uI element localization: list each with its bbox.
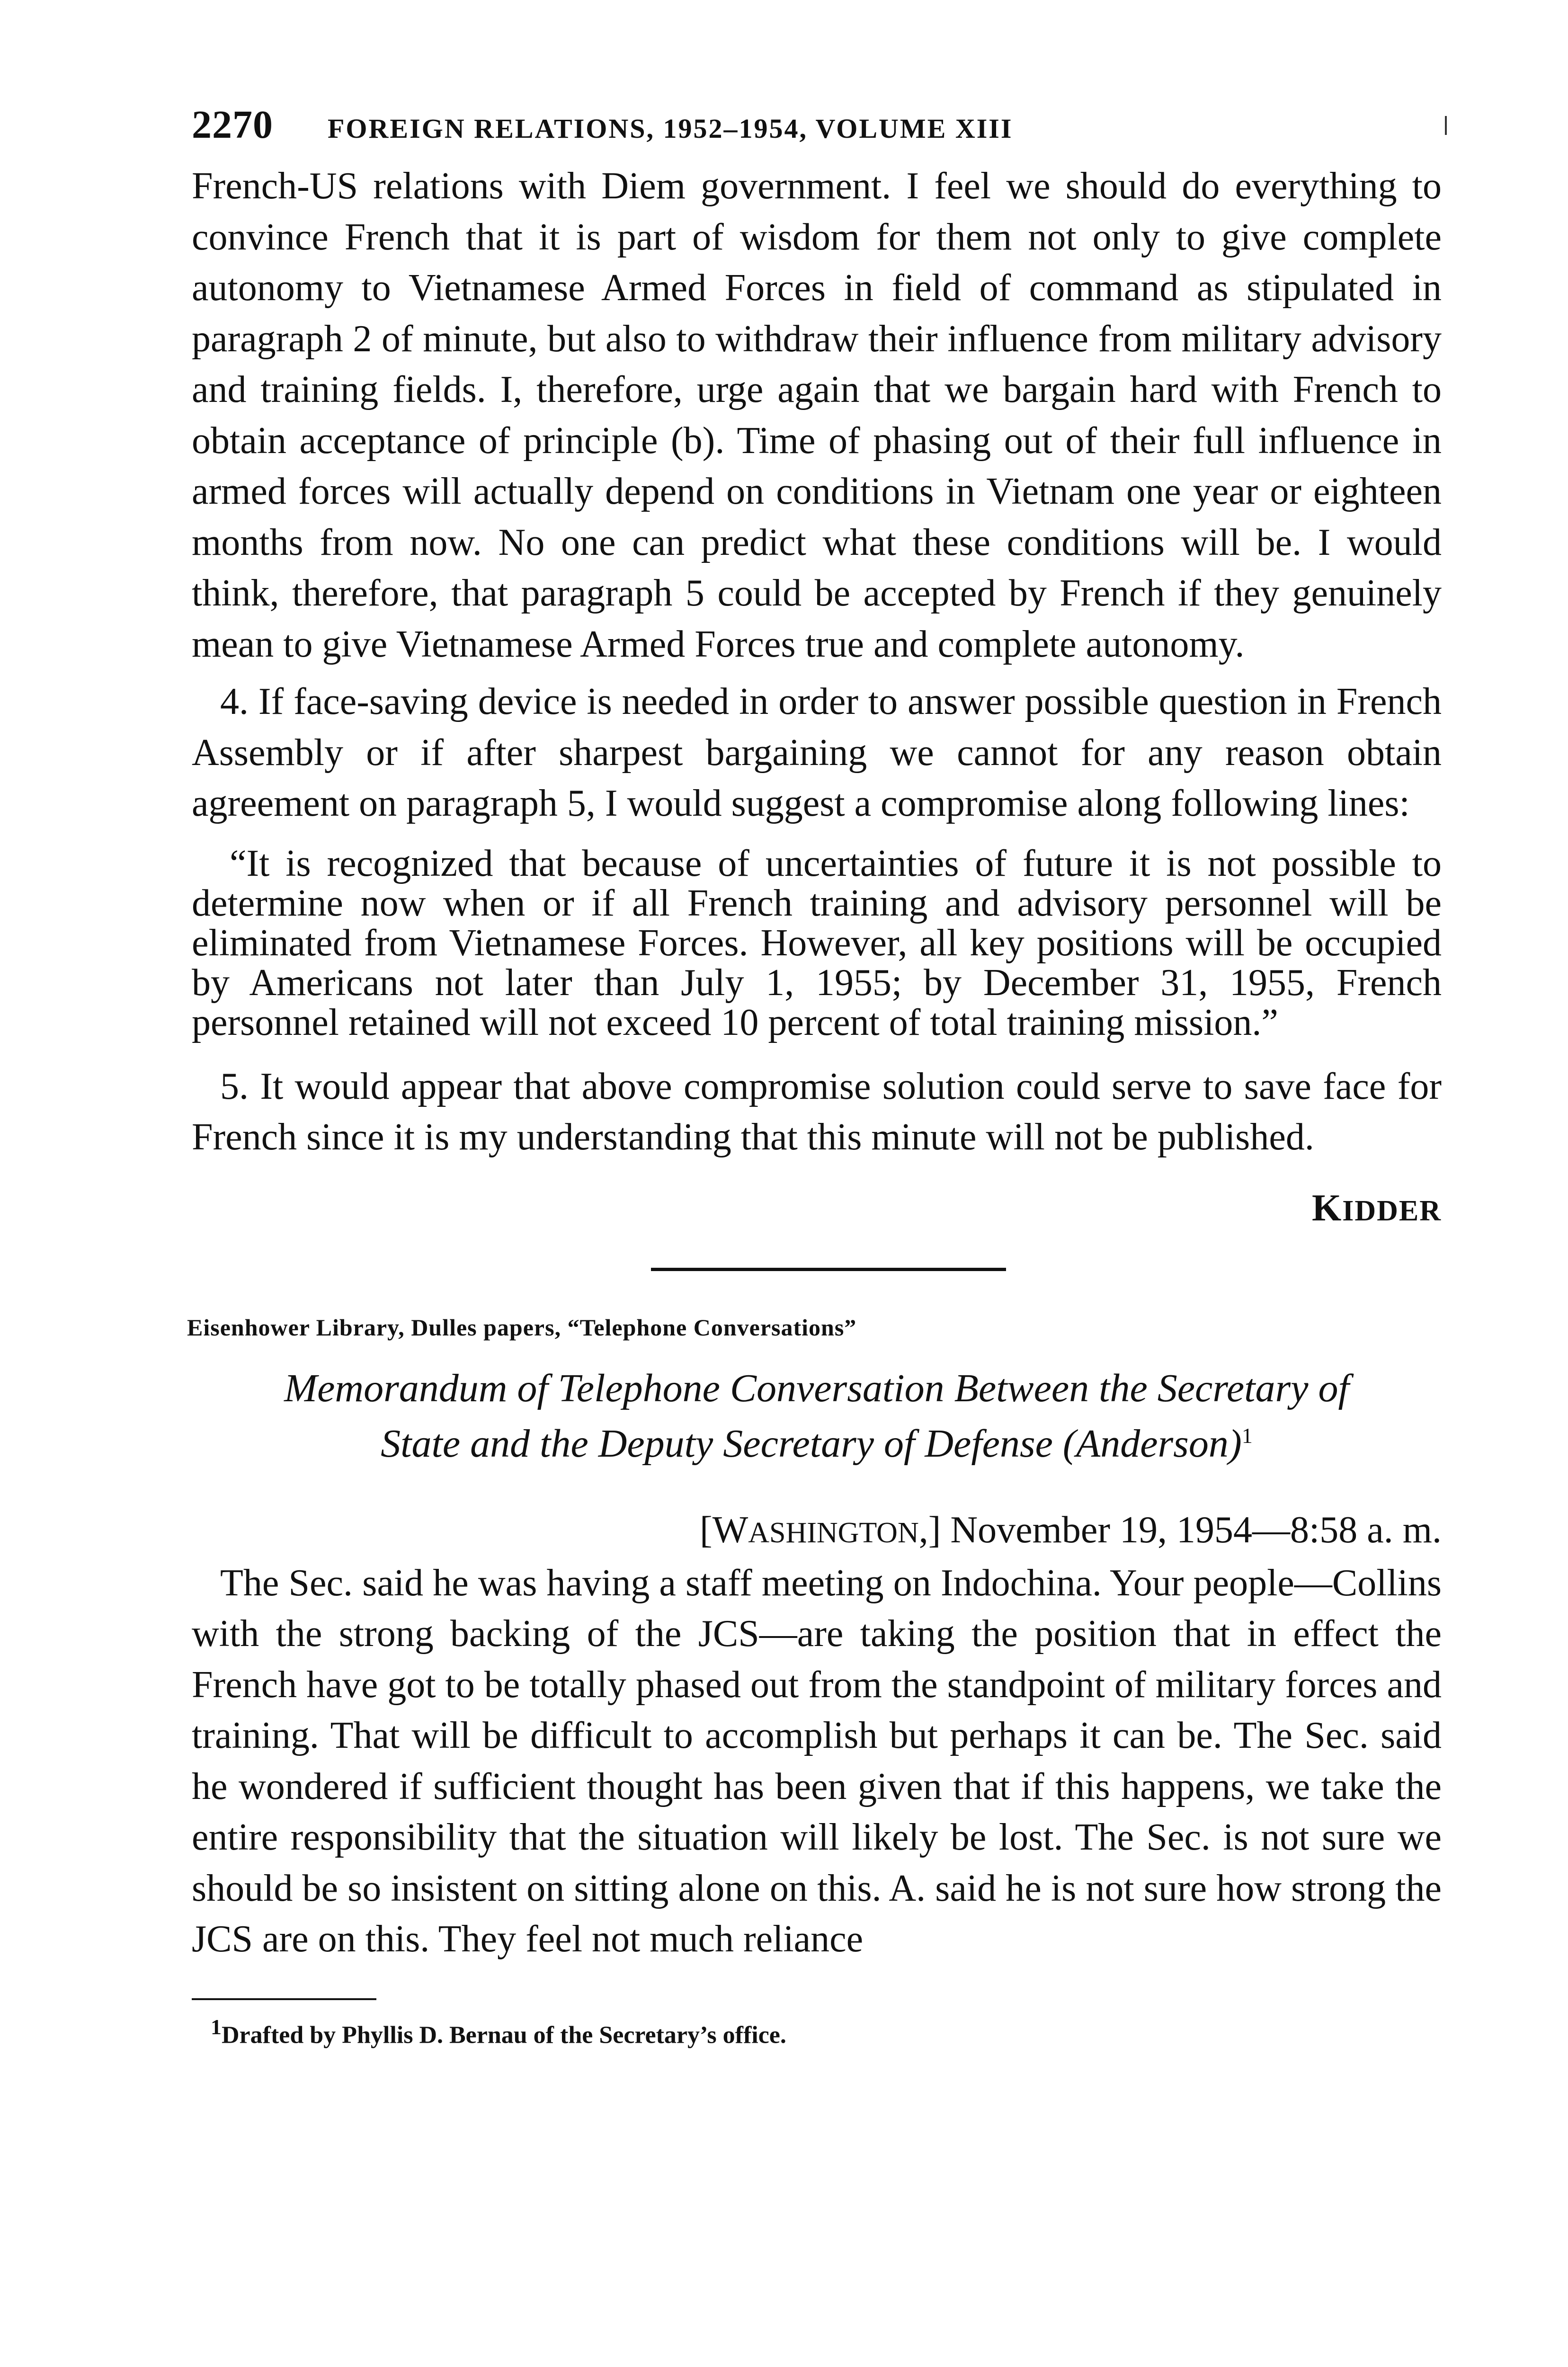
body-paragraph-continued: French-US relations with Diem government. I feel we should do everything to convince French that it is part of wisdom for them not only to give complete autonomy to Vietnamese Armed Forces in field of command as stipulated in paragraph 2 of minute, but also to withdraw their influence from military advisory and training fields. I, therefore, urge again that we bargain hard with French to obtain acceptance of principle (b). Time of phasing out of their full influence in armed forces will actually depend on conditions in Vietnam one year or eighteen months from now. No one can predict what these conditions will be. I would think, therefore, that paragraph 5 could be accepted by French if they genuinely mean to give Vietnamese Armed Forces true and complete autonomy. [192, 165, 1442, 665]
footnote-marker: 1 [211, 2014, 222, 2039]
section-divider [651, 1268, 1006, 1271]
scan-mark [1445, 116, 1447, 135]
document-title-line-1: Memorandum of Telephone Conversation Between the Secretary of [284, 1366, 1349, 1410]
footnote-text: Drafted by Phyllis D. Bernau of the Secretary’s office. [222, 2021, 786, 2048]
page-number: 2270 [192, 103, 273, 147]
dateline-close: ,] [918, 1509, 941, 1551]
page [187, 102, 1442, 2049]
dateline-date: November 19, 1954—8:58 a. m. [950, 1509, 1442, 1551]
signature [192, 1187, 1442, 1230]
document-title-line-2 [192, 1412, 1442, 1468]
dateline-place-initial: W [712, 1509, 748, 1551]
block-quote: “It is recognized that because of uncertainties of future it is not possible to determine now when or if all French training and advisory personnel will be eliminated from Vietnamese Forces. However, all key positions will be occupied by Americans not later than July 1, 1955; by December 31, 1955, French personnel retained will not exceed 10 percent of total training mission.” [192, 842, 1442, 1043]
dateline [192, 1505, 1442, 1558]
dateline-place-rest: ASHINGTON [748, 1516, 919, 1549]
source-note: Eisenhower Library, Dulles papers, “Telephone Conversations” [187, 1314, 857, 1341]
document-title [192, 1365, 1442, 1468]
running-head [192, 102, 1442, 159]
footnote [211, 2014, 1442, 2049]
signature-rest: IDDER [1342, 1194, 1442, 1227]
dateline-open-bracket: [ [700, 1509, 713, 1551]
body-paragraph-4: 4. If face-saving device is needed in order to answer possible question in French Assembly or if after sharpest bargaining we cannot for any reason obtain agreement on paragraph 5, I would suggest a compromise along following lines: [192, 681, 1442, 824]
document-title-line-2-text: State and the Deputy Secretary of Defense (Anderson) [381, 1421, 1242, 1466]
memo-paragraph: The Sec. said he was having a staff meeting on Indochina. Your people—Collins with the strong backing of the JCS—are taking the position that in effect the French have got to be totally phased out from the standpoint of military forces and training. That will be difficult to accomplish but perhaps it can be. The Sec. said he wondered if sufficient thought has been given that if this happens, we take the entire responsibility that the situation will likely be lost. The Sec. is not sure we should be so insistent on sitting alone on this. A. said he is not sure how strong the JCS are on this. They feel not much reliance [192, 1562, 1442, 1960]
signature-initial: K [1311, 1187, 1343, 1229]
footnote-reference: 1 [1241, 1423, 1253, 1448]
running-title: FOREIGN RELATIONS, 1952–1954, VOLUME XIII [328, 113, 1013, 144]
body-paragraph-5: 5. It would appear that above compromise solution could serve to save face for French since it is my understanding that this minute will not be published. [192, 1065, 1442, 1158]
footnote-rule [192, 1998, 376, 2000]
